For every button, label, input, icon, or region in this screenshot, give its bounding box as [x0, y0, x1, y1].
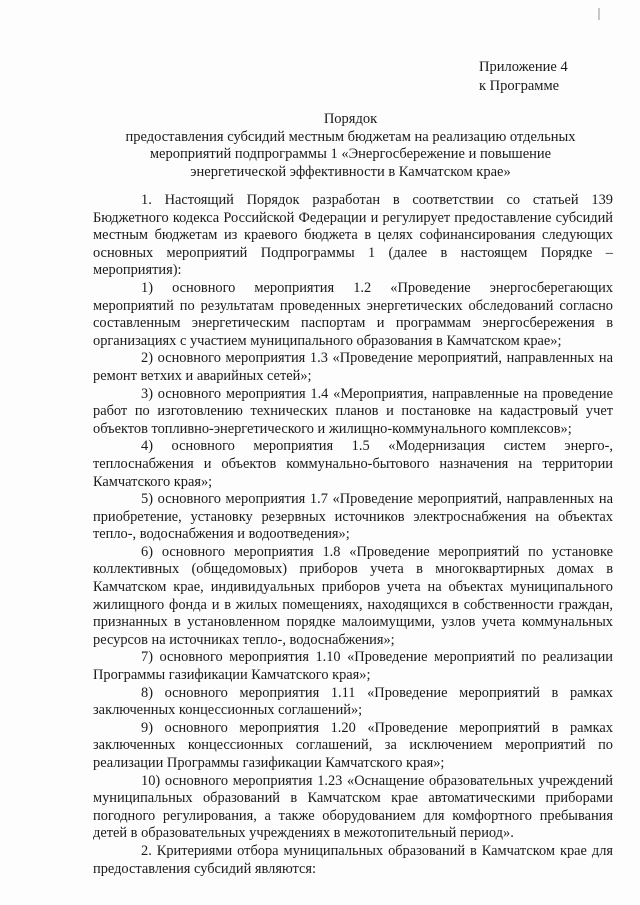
title-line-2: предоставления субсидий местным бюджетам на реализацию отдельных [125, 128, 576, 145]
list-item-2: 2) основного мероприятия 1.3 «Проведение мероприятий, направленных на ремонт ветхих и аварийных сетей»; [93, 350, 613, 384]
appendix-note [479, 58, 568, 96]
list-item-1: 1) основного мероприятия 1.2 «Проведение энергосберегающих мероприятий по результатам проведенных энергетических обследований согласно составленным энергетическим паспортам и программам энергосбережения в организациях с участием муниципального образования в Камчатском крае»; [93, 279, 613, 349]
list-item-6: 6) основного мероприятия 1.8 «Проведение мероприятий по установке коллективных (общедомовых) приборов учета в многоквартирных домах в Камчатском крае, индивидуальных приборов учета на объектах муниципального жилищного фонда и в жилых помещениях, находящихся в собственности граждан, признанных в установленном порядке малоимущими, узлов учета коммунальных ресурсов на источниках тепло-, водоснабжения»; [93, 543, 613, 648]
paragraph-2: 2. Критериями отбора муниципальных образований в Камчатском крае для предоставления субсидий являются: [93, 842, 613, 877]
paragraph-1: 1. Настоящий Порядок разработан в соответствии со статьей 139 Бюджетного кодекса Российской Федерации и регулирует предоставление субсидий местным бюджетам из краевого бюджета в целях софинансирования следующих основных мероприятий Подпрограммы 1 (далее в настоящем Порядке – мероприятия): [93, 192, 613, 279]
title-line-3: мероприятий подпрограммы 1 «Энергосбережение и повышение [149, 146, 552, 162]
document-body [93, 192, 613, 878]
document-title [108, 111, 593, 181]
list-item-7: 7) основного мероприятия 1.10 «Проведение мероприятий по реализации Программы газификации Камчатского края»; [93, 649, 613, 684]
list-item-10: 10) основного мероприятия 1.23 «Оснащение образовательных учреждений муниципальных образований в Камчатском крае автоматическими приборами погодного регулирования, а также оборудованием для комфортного пребывания детей в образовательных учреждениях в межотопительный период». [93, 772, 613, 842]
appendix-line-2: к Программе [479, 78, 560, 94]
list-item-3: 3) основного мероприятия 1.4 «Мероприятия, направленные на проведение работ по изготовлению технических планов и постановке на кадастровый учет объектов топливно-энергетического и жилищно-коммунального комплексов»; [93, 385, 613, 437]
appendix-line-1: Приложение 4 [479, 59, 568, 75]
list-item-9: 9) основного мероприятия 1.20 «Проведение мероприятий в рамках заключенных концессионных соглашений, за исключением мероприятий по реализации Программы газификации Камчатского края»; [93, 719, 613, 771]
list-item-4: 4) основного мероприятия 1.5 «Модернизация систем энерго-, теплоснабжения и объектов коммунально-бытового назначения на территории Камчатского края»; [93, 438, 613, 490]
list-item-8: 8) основного мероприятия 1.11 «Проведение мероприятий в рамках заключенных концессионных соглашений»; [93, 684, 613, 719]
list-item-5: 5) основного мероприятия 1.7 «Проведение мероприятий, направленных на приобретение, установку резервных источников электроснабжения на объектах тепло-, водоснабжения и водоотведения»; [93, 491, 613, 543]
title-line-1: Порядок [323, 111, 378, 127]
scan-mark [598, 8, 600, 20]
title-line-4: энергетической эффективности в Камчатском крае» [190, 163, 511, 180]
